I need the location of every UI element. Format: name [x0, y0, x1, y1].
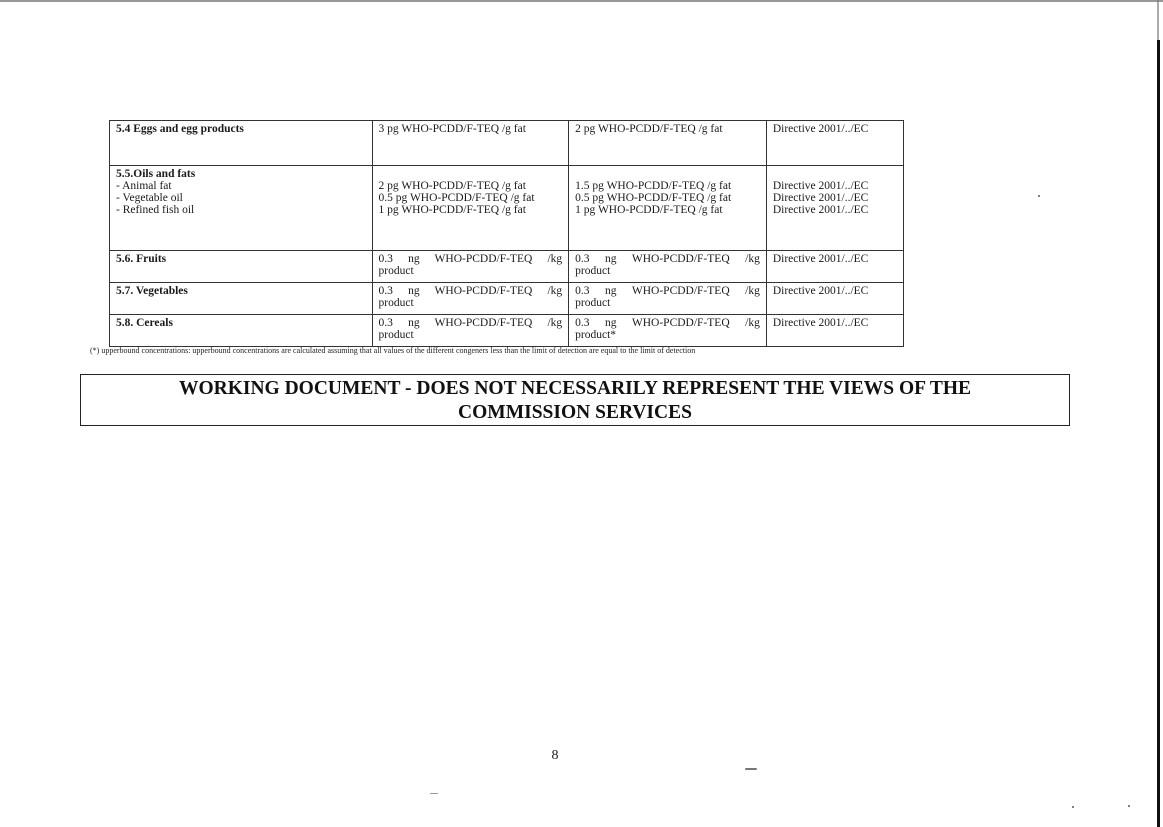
directive-ref: Directive 2001/../EC	[772, 317, 869, 329]
table-row	[110, 166, 904, 251]
directive-cell	[766, 121, 903, 166]
scan-speck	[430, 793, 438, 794]
limit-cell	[372, 283, 569, 315]
limit-value: 1.5 pg WHO-PCDD/F-TEQ /g fat	[575, 180, 732, 192]
directive-cell	[766, 315, 903, 347]
category-cell	[110, 283, 373, 315]
limit-value: 1 pg WHO-PCDD/F-TEQ /g fat	[378, 204, 526, 216]
limit-unit: product	[378, 265, 414, 277]
limit-value: 2 pg WHO-PCDD/F-TEQ /g fat	[575, 123, 723, 135]
category-label: 5.6. Fruits	[116, 253, 167, 265]
scan-speck	[745, 768, 757, 770]
directive-ref: Directive 2001/../EC	[772, 204, 869, 216]
limit-cell	[569, 251, 767, 283]
page-number: 8	[551, 748, 559, 763]
limit-cell	[569, 166, 767, 251]
category-label: 5.4 Eggs and egg products	[116, 123, 244, 135]
table-row	[110, 283, 904, 315]
table-row	[110, 251, 904, 283]
table-row	[110, 315, 904, 347]
limit-unit: product	[378, 329, 414, 341]
category-cell	[110, 315, 373, 347]
limit-value: 0.3 ng WHO-PCDD/F-TEQ /kg	[575, 317, 760, 329]
banner-line: WORKING DOCUMENT - DOES NOT NECESSARILY REPRESENT THE VIEWS OF THE	[178, 378, 972, 399]
limit-unit: product	[575, 297, 611, 309]
scan-edge-top	[0, 0, 1163, 2]
limit-cell	[372, 166, 569, 251]
category-cell	[110, 251, 373, 283]
directive-cell	[766, 166, 903, 251]
directive-ref: Directive 2001/../EC	[772, 253, 869, 265]
sub-category: - Vegetable oil	[116, 192, 183, 204]
category-label: 5.8. Cereals	[116, 317, 173, 329]
limit-value: 2 pg WHO-PCDD/F-TEQ /g fat	[378, 180, 526, 192]
category-cell	[110, 121, 373, 166]
directive-ref: Directive 2001/../EC	[772, 123, 869, 135]
limit-cell	[569, 283, 767, 315]
limit-cell	[569, 315, 767, 347]
limit-cell	[372, 315, 569, 347]
directive-cell	[766, 283, 903, 315]
directive-ref: Directive 2001/../EC	[772, 285, 869, 297]
limit-value: 0.3 ng WHO-PCDD/F-TEQ /kg	[575, 285, 760, 297]
category-label: 5.5.Oils and fats	[116, 168, 196, 180]
limit-cell	[372, 121, 569, 166]
limit-unit: product	[575, 265, 611, 277]
directive-ref: Directive 2001/../EC	[772, 192, 869, 204]
limit-value: 1 pg WHO-PCDD/F-TEQ /g fat	[575, 204, 723, 216]
directive-ref: Directive 2001/../EC	[772, 180, 869, 192]
footnote: (*) upperbound concentrations: upperbound concentrations are calculated assuming that all values of the different congeners less than the limit of detection are equal to the limit of detection	[90, 346, 696, 355]
scan-speck	[1072, 806, 1074, 808]
scan-speck	[1038, 195, 1040, 197]
limit-value: 0.3 ng WHO-PCDD/F-TEQ /kg	[378, 253, 563, 265]
limit-value: 0.5 pg WHO-PCDD/F-TEQ /g fat	[378, 192, 535, 204]
table-row	[110, 121, 904, 166]
limit-value: 0.3 ng WHO-PCDD/F-TEQ /kg	[378, 317, 563, 329]
limit-cell	[372, 251, 569, 283]
limit-unit: product*	[575, 329, 617, 341]
category-label: 5.7. Vegetables	[116, 285, 188, 297]
sub-category: - Refined fish oil	[116, 204, 195, 216]
scan-edge-right	[1157, 40, 1160, 827]
limit-value: 0.3 ng WHO-PCDD/F-TEQ /kg	[378, 285, 563, 297]
limit-unit: product	[378, 297, 414, 309]
limit-cell	[569, 121, 767, 166]
category-cell	[110, 166, 373, 251]
sub-category: - Animal fat	[116, 180, 172, 192]
directive-cell	[766, 251, 903, 283]
disclaimer-banner	[80, 374, 1070, 426]
maximum-levels-table	[109, 120, 904, 347]
limit-value: 0.3 ng WHO-PCDD/F-TEQ /kg	[575, 253, 760, 265]
banner-line: COMMISSION SERVICES	[458, 402, 692, 423]
limit-value: 3 pg WHO-PCDD/F-TEQ /g fat	[378, 123, 526, 135]
limit-value: 0.5 pg WHO-PCDD/F-TEQ /g fat	[575, 192, 732, 204]
scan-speck	[1128, 805, 1130, 807]
